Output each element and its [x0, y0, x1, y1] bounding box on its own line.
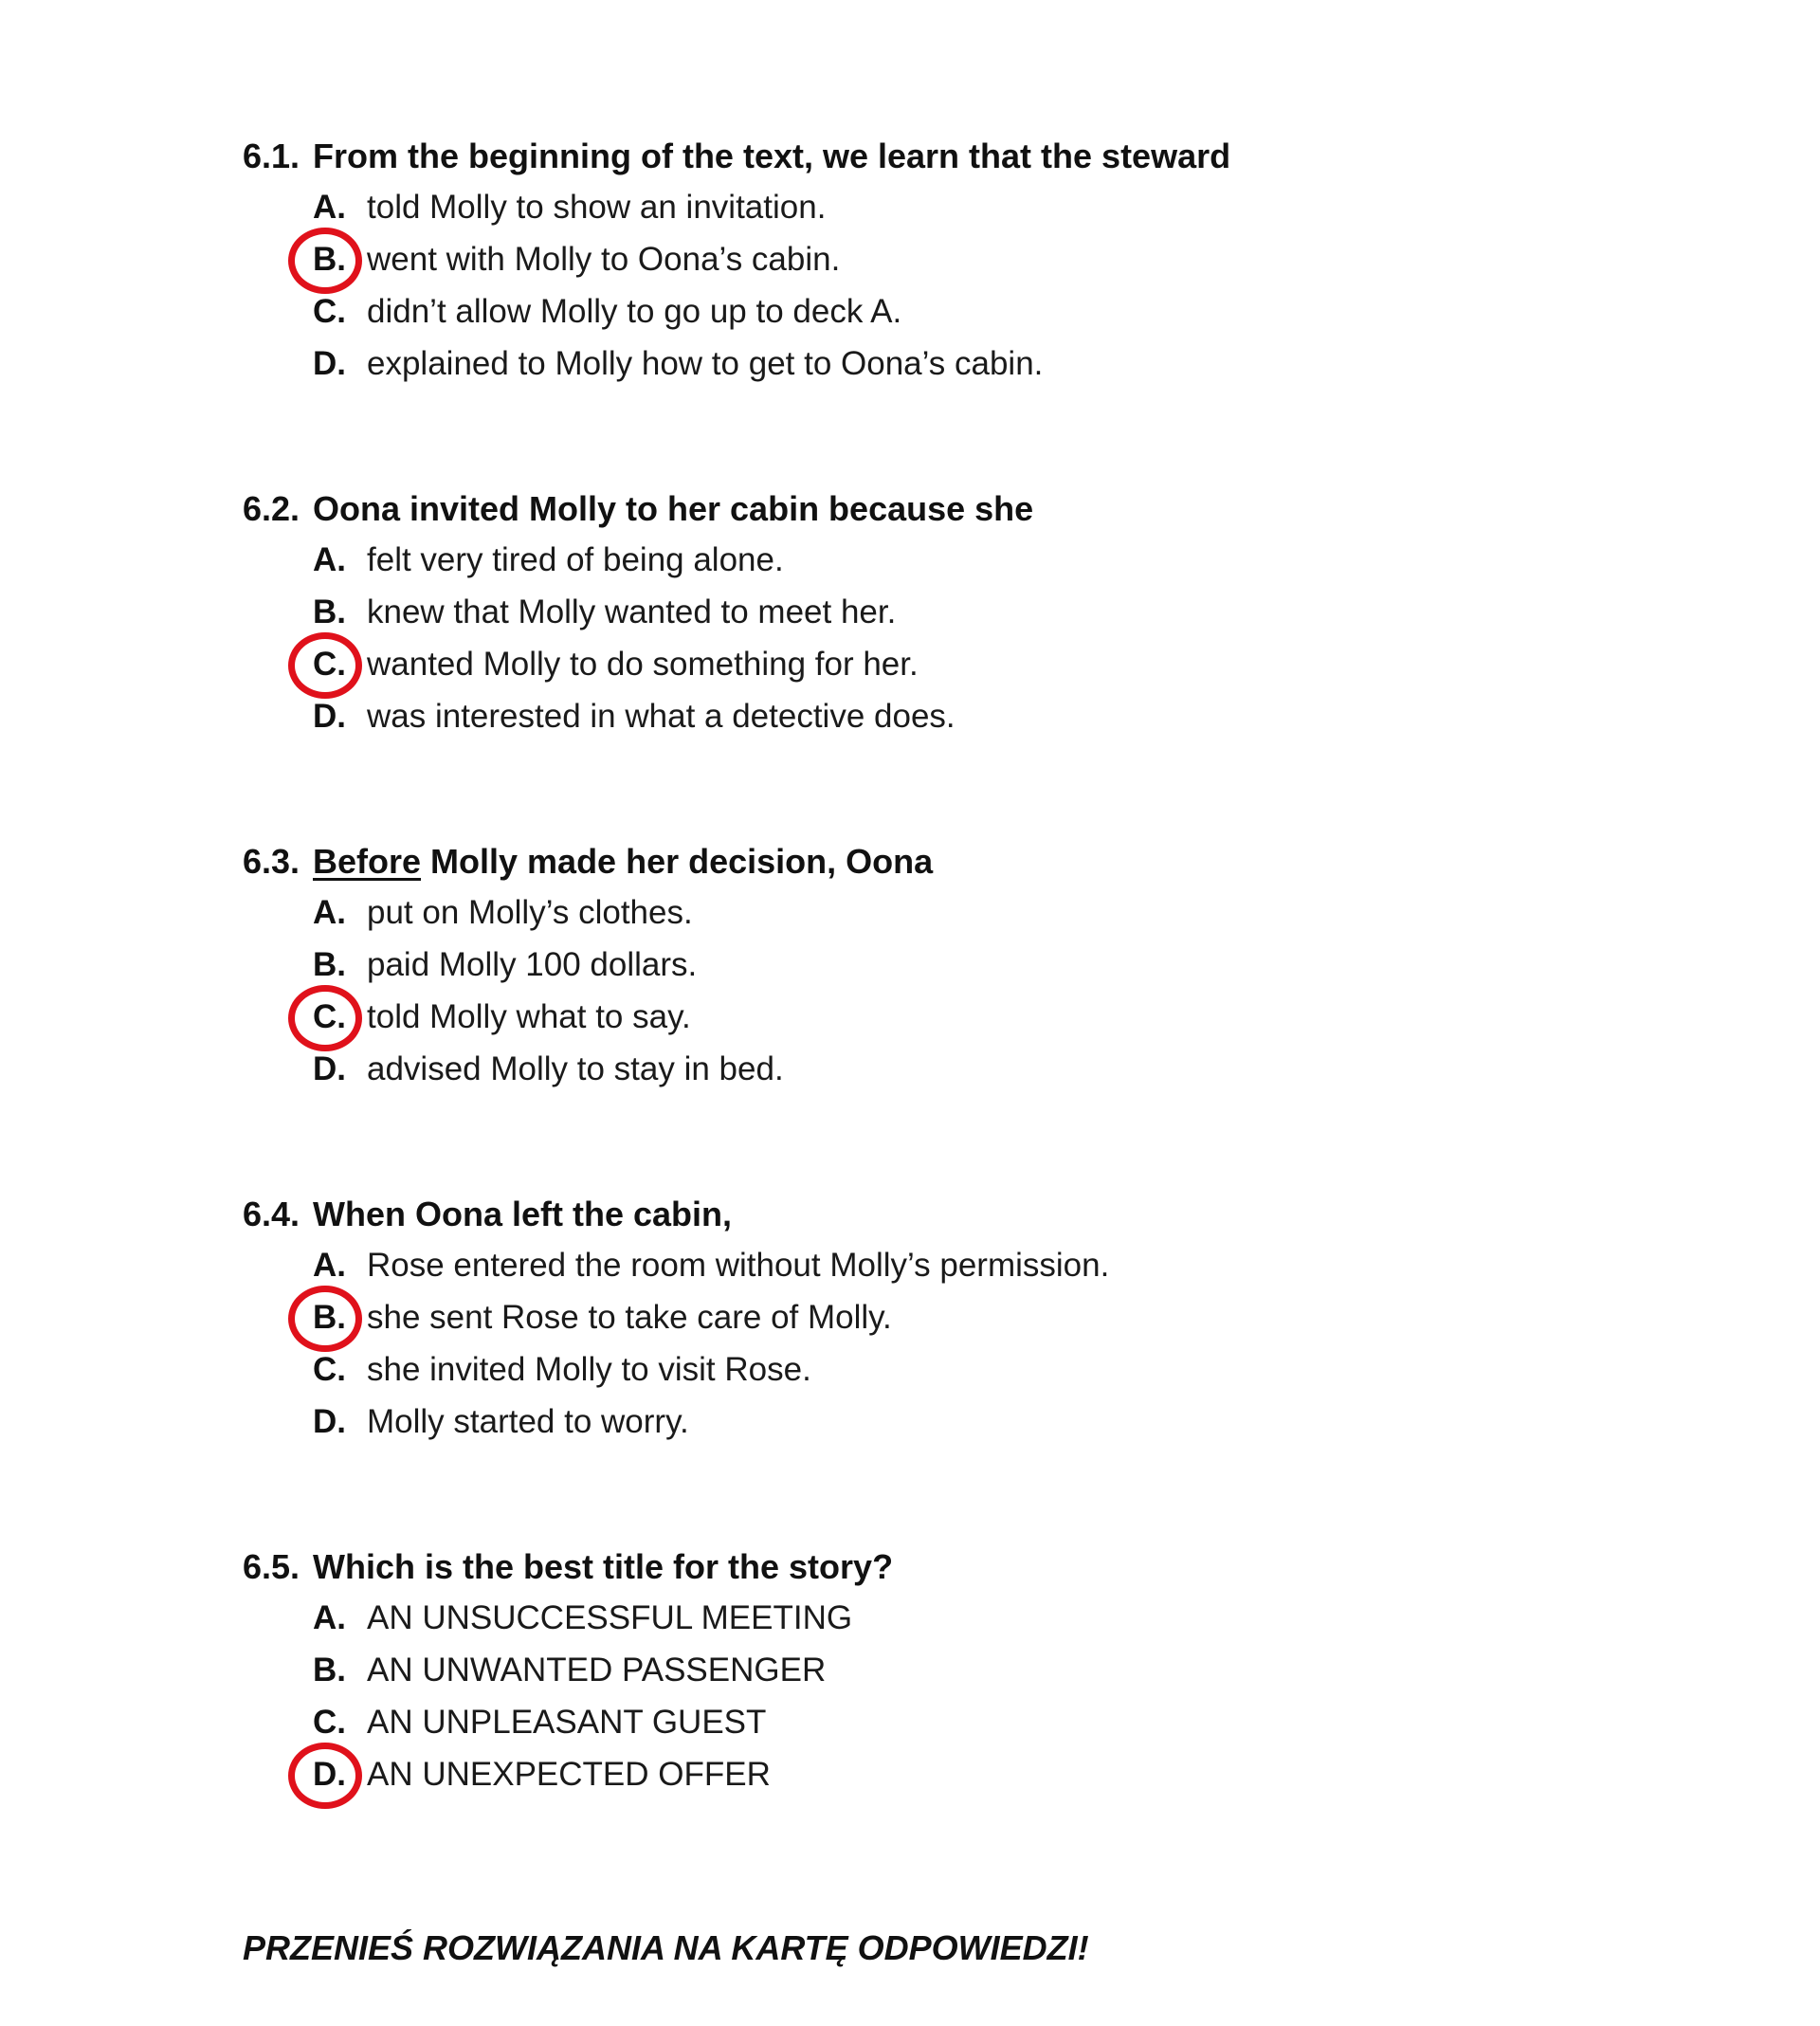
- question-title: [243, 1548, 1570, 1599]
- option-text: advised Molly to stay in bed.: [367, 1050, 784, 1087]
- answer-option-d[interactable]: [243, 698, 1570, 750]
- question-number: 6.4.: [243, 1195, 300, 1233]
- question-title: [243, 137, 1570, 189]
- question-6-5: [243, 1548, 1570, 1808]
- answer-option-d[interactable]: [243, 1403, 1570, 1455]
- option-letter: B.: [313, 946, 346, 983]
- answer-option-d[interactable]: [243, 345, 1570, 397]
- question-title: [243, 843, 1570, 894]
- answer-option-a[interactable]: [243, 1247, 1570, 1299]
- option-letter: D.: [313, 698, 346, 735]
- option-letter: B.: [313, 593, 346, 630]
- option-letter: C.: [313, 1704, 346, 1741]
- answer-option-b[interactable]: [243, 1299, 1570, 1351]
- option-text: told Molly what to say.: [367, 998, 691, 1035]
- answer-option-c[interactable]: [243, 1351, 1570, 1403]
- question-number: 6.5.: [243, 1547, 300, 1586]
- option-text: knew that Molly wanted to meet her.: [367, 593, 897, 630]
- option-text: Rose entered the room without Molly’s permission.: [367, 1247, 1110, 1284]
- answer-option-a[interactable]: [243, 894, 1570, 946]
- option-letter: B.: [313, 241, 346, 278]
- answer-option-b[interactable]: [243, 593, 1570, 646]
- option-letter: C.: [313, 1351, 346, 1388]
- answer-option-c[interactable]: [243, 293, 1570, 345]
- question-title: [243, 1196, 1570, 1247]
- option-letter: A.: [313, 189, 346, 226]
- option-letter: D.: [313, 345, 346, 382]
- question-text: Molly made her decision, Oona: [421, 842, 934, 881]
- option-text: AN UNEXPECTED OFFER: [367, 1756, 771, 1793]
- answer-option-d[interactable]: [243, 1756, 1570, 1808]
- answer-option-c[interactable]: [243, 646, 1570, 698]
- option-letter: A.: [313, 1599, 346, 1636]
- option-letter: D.: [313, 1403, 346, 1440]
- question-text: From the beginning of the text, we learn that the steward: [313, 137, 1231, 175]
- question-6-3: [243, 843, 1570, 1103]
- option-letter: D.: [313, 1050, 346, 1087]
- question-title: [243, 490, 1570, 541]
- option-text: was interested in what a detective does.: [367, 698, 956, 735]
- answer-option-d[interactable]: [243, 1050, 1570, 1103]
- option-text: didn’t allow Molly to go up to deck A.: [367, 293, 902, 330]
- answer-option-b[interactable]: [243, 241, 1570, 293]
- question-number: 6.2.: [243, 489, 300, 528]
- question-6-4: [243, 1196, 1570, 1455]
- answer-option-a[interactable]: [243, 189, 1570, 241]
- answer-option-c[interactable]: [243, 1704, 1570, 1756]
- answer-option-b[interactable]: [243, 946, 1570, 998]
- option-letter: A.: [313, 1247, 346, 1284]
- option-text: went with Molly to Oona’s cabin.: [367, 241, 841, 278]
- option-text: Molly started to worry.: [367, 1403, 689, 1440]
- option-letter: A.: [313, 541, 346, 578]
- option-text: she sent Rose to take care of Molly.: [367, 1299, 892, 1336]
- answer-option-a[interactable]: [243, 1599, 1570, 1652]
- option-text: AN UNWANTED PASSENGER: [367, 1652, 827, 1688]
- answer-option-b[interactable]: [243, 1652, 1570, 1704]
- option-text: AN UNPLEASANT GUEST: [367, 1704, 767, 1741]
- option-text: felt very tired of being alone.: [367, 541, 784, 578]
- option-text: explained to Molly how to get to Oona’s cabin.: [367, 345, 1044, 382]
- question-6-2: [243, 490, 1570, 750]
- option-text: wanted Molly to do something for her.: [367, 646, 919, 683]
- option-letter: C.: [313, 998, 346, 1035]
- answer-option-c[interactable]: [243, 998, 1570, 1050]
- question-emphasis: Before: [313, 842, 422, 881]
- transfer-answers-instruction: PRZENIEŚ ROZWIĄZANIA NA KARTĘ ODPOWIEDZI!: [243, 1928, 1089, 1967]
- option-letter: D.: [313, 1756, 346, 1793]
- option-text: AN UNSUCCESSFUL MEETING: [367, 1599, 853, 1636]
- question-text: When Oona left the cabin,: [313, 1195, 733, 1233]
- question-6-1: [243, 137, 1570, 397]
- question-text: Oona invited Molly to her cabin because she: [313, 489, 1034, 528]
- answer-option-a[interactable]: [243, 541, 1570, 593]
- option-text: put on Molly’s clothes.: [367, 894, 693, 931]
- option-text: she invited Molly to visit Rose.: [367, 1351, 811, 1388]
- question-number: 6.3.: [243, 842, 300, 881]
- option-text: told Molly to show an invitation.: [367, 189, 827, 226]
- option-letter: C.: [313, 646, 346, 683]
- option-text: paid Molly 100 dollars.: [367, 946, 698, 983]
- question-text: Which is the best title for the story?: [313, 1547, 894, 1586]
- option-letter: B.: [313, 1299, 346, 1336]
- option-letter: A.: [313, 894, 346, 931]
- option-letter: B.: [313, 1652, 346, 1688]
- option-letter: C.: [313, 293, 346, 330]
- question-number: 6.1.: [243, 137, 300, 175]
